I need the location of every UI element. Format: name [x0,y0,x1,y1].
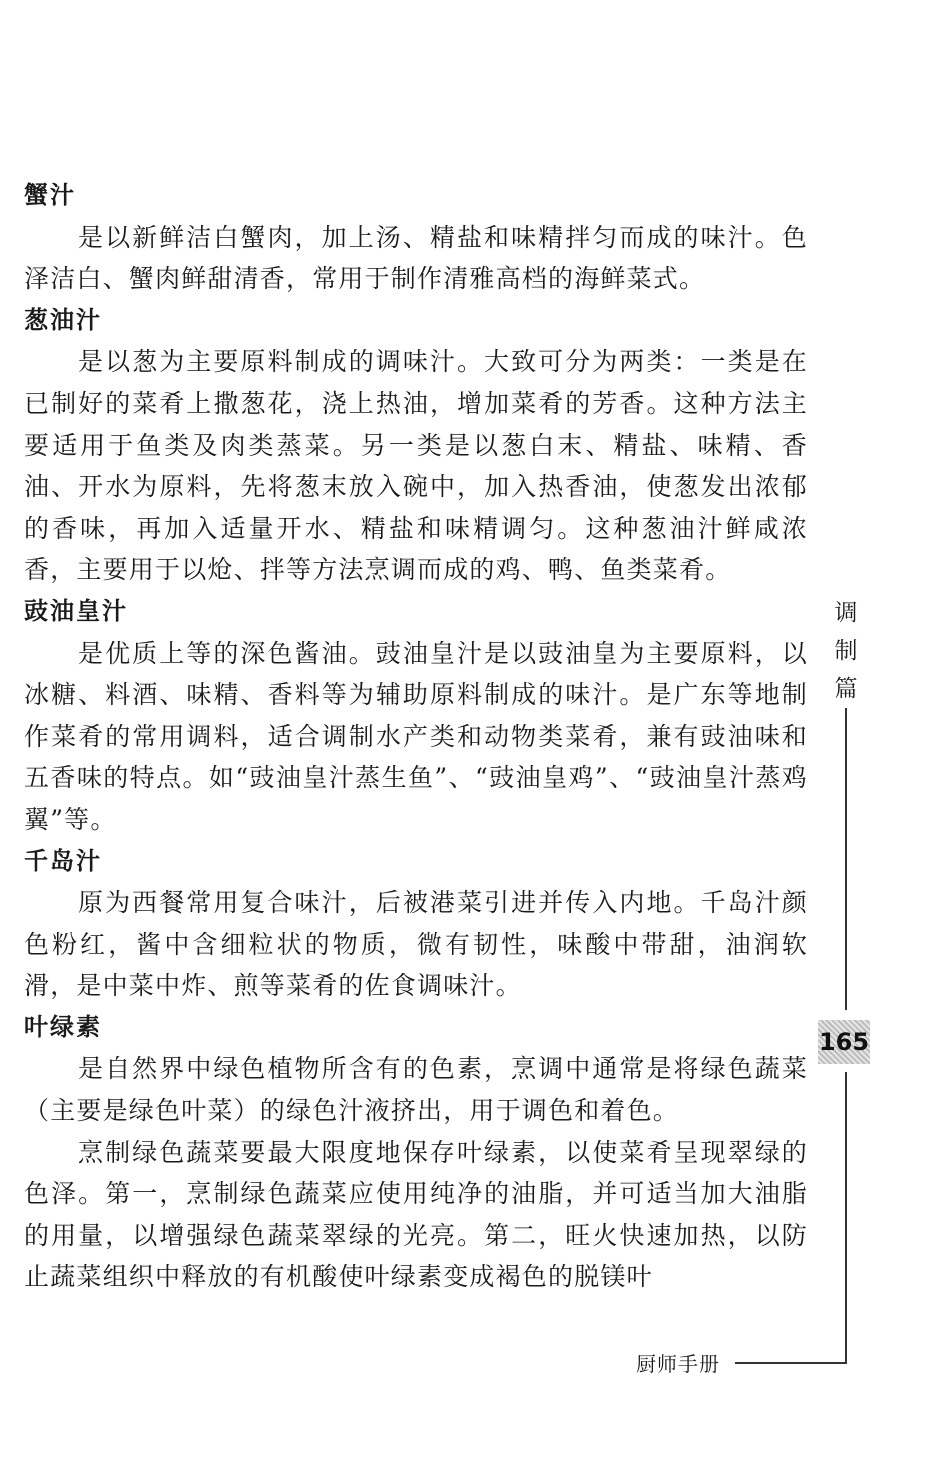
section-paragraph: 是自然界中绿色植物所含有的色素，烹调中通常是将绿色蔬菜（主要是绿色叶菜）的绿色汁液挤出，用于调色和着色。 [24,1054,808,1126]
side-title-char: 制 [834,638,858,664]
chapter-side-title [831,594,861,708]
section-heading: 豉油皇汁 [24,596,128,625]
section-paragraph: 是以葱为主要原料制成的调味汁。大致可分为两类：一类是在已制好的菜肴上撒葱花，浇上热油，增加菜肴的芳香。这种方法主要适用于鱼类及肉类蒸菜。另一类是以葱白末、精盐、味精、香油、开水为原料，先将葱末放入碗中，加入热香油，使葱发出浓郁的香味，再加入适量开水、精盐和味精调匀。这种葱油汁鲜咸浓香，主要用于以炝、拌等方法烹调而成的鸡、鸭、鱼类菜肴。 [24,347,808,585]
section-thousand-island [24,841,808,1007]
section-scallion-oil-sauce [24,300,808,591]
side-title-char: 调 [834,600,858,626]
section-paragraph: 原为西餐常用复合味汁，后被港菜引进并传入内地。千岛汁颜色粉红，酱中含细粒状的物质，微有韧性，味酸中带甜，油润软滑，是中菜中炸、煎等菜肴的佐食调味汁。 [24,888,808,1001]
margin-rule-lower [845,1072,847,1364]
section-crab-sauce [24,175,808,300]
section-soy-sauce [24,591,808,841]
section-paragraph: 是优质上等的深色酱油。豉油皇汁是以豉油皇为主要原料，以冰糖、料酒、味精、香料等为辅助原料制成的味汁。是广东等地制作菜肴的常用调料，适合调制水产类和动物类菜肴，兼有豉油味和五香味的特点。如“豉油皇汁蒸生鱼”、“豉油皇鸡”、“豉油皇汁蒸鸡翼”等。 [24,638,808,834]
section-paragraph: 烹制绿色蔬菜要最大限度地保存叶绿素，以使菜肴呈现翠绿的色泽。第一，烹制绿色蔬菜应使用纯净的油脂，并可适当加大油脂的用量，以增强绿色蔬菜翠绿的光亮。第二，旺火快速加热，以防止蔬菜组织中释放的有机酸使叶绿素变成褐色的脱镁叶 [24,1137,808,1292]
page-number: 165 [818,1020,870,1064]
section-heading: 葱油汁 [24,305,102,334]
main-text [24,175,808,1298]
section-chlorophyll [24,1007,808,1298]
margin-rule-upper [845,708,847,1010]
side-title-char: 篇 [834,676,858,702]
section-heading: 千岛汁 [24,846,102,875]
footer-book-title: 厨师手册 [636,1352,720,1376]
footer-rule [735,1362,847,1364]
section-paragraph: 是以新鲜洁白蟹肉，加上汤、精盐和味精拌匀而成的味汁。色泽洁白、蟹肉鲜甜清香，常用于制作清雅高档的海鲜菜式。 [24,222,808,294]
section-heading: 叶绿素 [24,1012,102,1041]
section-heading: 蟹汁 [24,181,76,209]
